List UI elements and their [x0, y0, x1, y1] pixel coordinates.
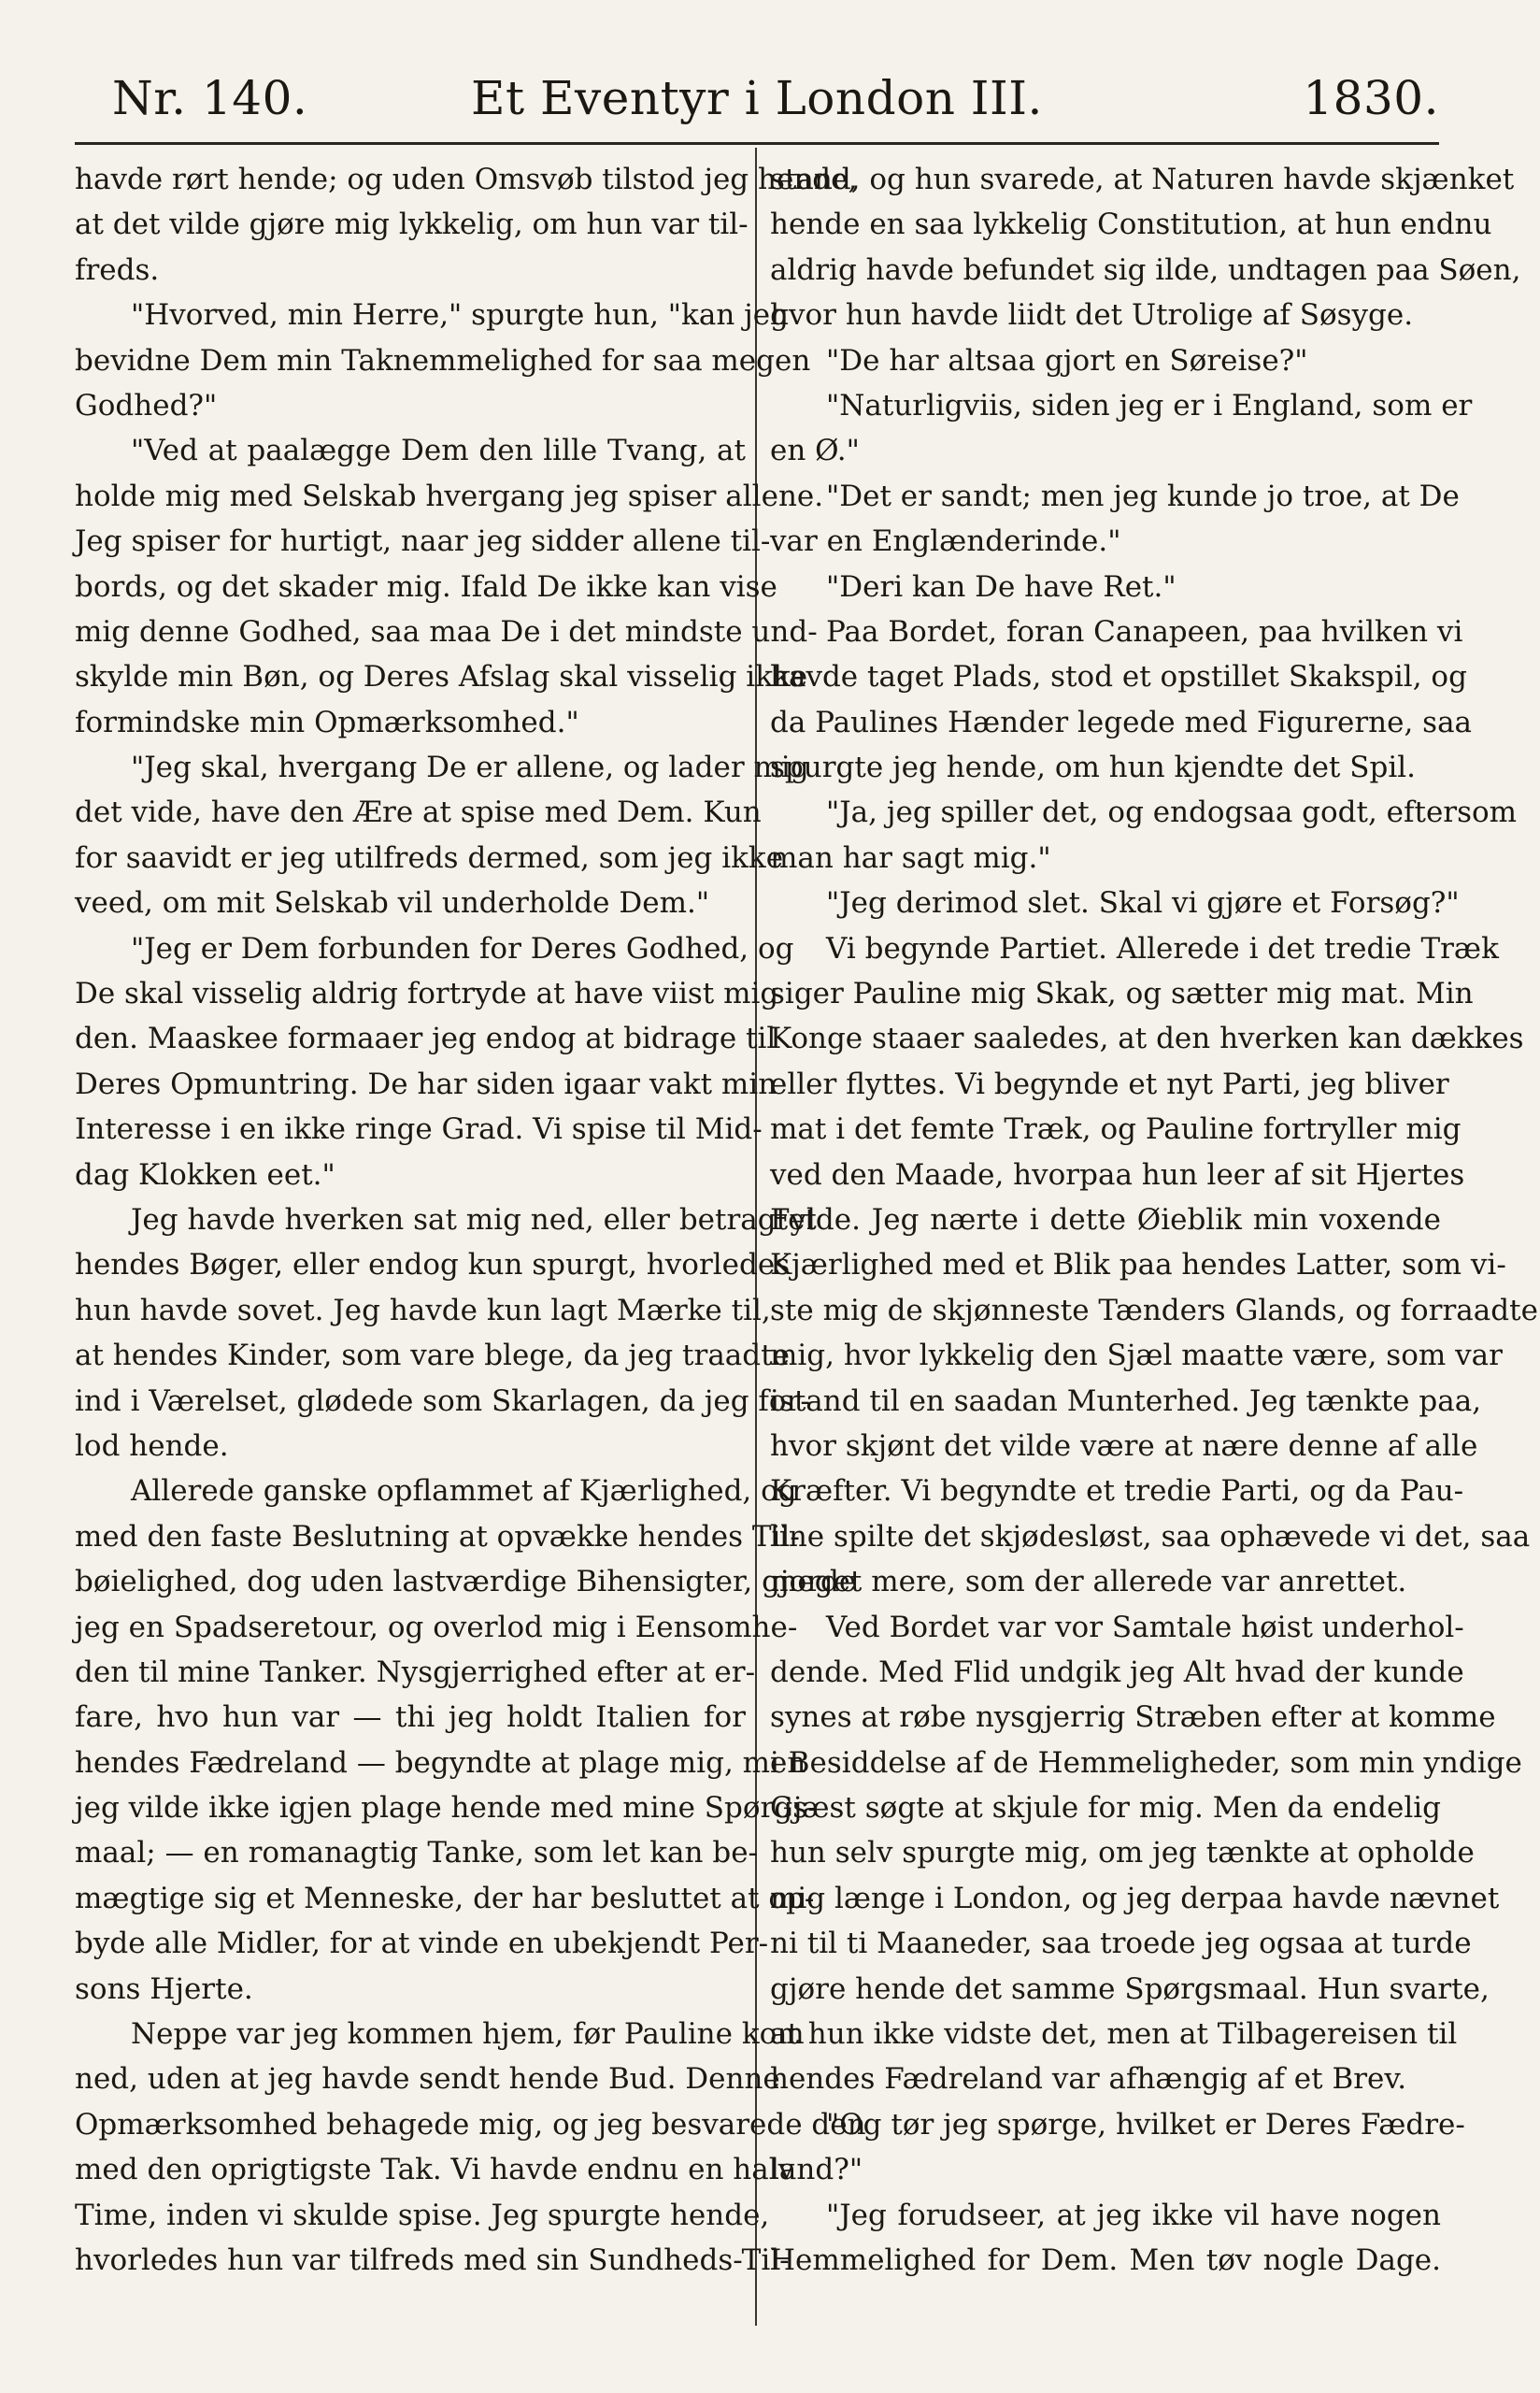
text-line: Paa Bordet, foran Canapeen, paa hvilken vi — [826, 614, 1463, 649]
text-line: "Og tør jeg spørge, hvilket er Deres Fædre- — [826, 2107, 1465, 2142]
text-line: dag Klokken eet." — [75, 1157, 335, 1192]
text-line: "Det er sandt; men jeg kunde jo troe, at De — [826, 479, 1460, 513]
text-line: Ved Bordet var vor Samtale høist underhol- — [826, 1610, 1464, 1644]
text-line: "Naturligviis, siden jeg er i England, som er — [826, 388, 1473, 423]
text-line: hvor hun havde liidt det Utrolige af Søsyge. — [770, 298, 1414, 333]
text-line: at hendes Kinder, som vare blege, da jeg traadte — [75, 1339, 790, 1373]
text-line: Godhed?" — [75, 388, 218, 423]
text-line: lod hende. — [75, 1428, 229, 1463]
text-line: Neppe var jeg kommen hjem, før Pauline kom — [131, 2017, 805, 2052]
text-line: mægtige sig et Menneske, der har besluttet at op- — [75, 1881, 815, 1915]
text-line: meget mere, som der allerede var anrettet. — [770, 1565, 1407, 1599]
text-line: da Paulines Hænder legede med Figurerne, saa — [770, 705, 1473, 739]
text-line: line spilte det skjødesløst, saa ophævede vi det, saa — [770, 1519, 1531, 1554]
text-line: Jeg havde hverken sat mig ned, eller betragtet — [131, 1202, 817, 1237]
text-line: den. Maaskee formaaer jeg endog at bidrage til — [75, 1022, 777, 1056]
text-line: ste mig de skjønneste Tænders Glands, og forraadte — [770, 1293, 1538, 1327]
text-line: med den oprigtigste Tak. Vi havde endnu en halv — [75, 2153, 795, 2187]
text-line: De skal visselig aldrig fortryde at have viist mig — [75, 977, 779, 1011]
text-line: "Hvorved, min Herre," spurgte hun, "kan jeg — [131, 298, 789, 333]
text-line: ni til ti Maaneder, saa troede jeg ogsaa at turde — [770, 1927, 1472, 1961]
text-line: gjøre hende det samme Spørgsmaal. Hun svarte, — [770, 1971, 1490, 2006]
text-line: "Ved at paalægge Dem den lille Tvang, at — [131, 434, 746, 468]
text-line: siger Pauline mig Skak, og sætter mig mat. Min — [770, 977, 1474, 1011]
text-line: veed, om mit Selskab vil underholde Dem." — [75, 886, 710, 921]
text-line: byde alle Midler, for at vinde en ubekjendt Per- — [75, 1927, 769, 1961]
text-line: med den faste Beslutning at opvække hendes Til- — [75, 1519, 800, 1554]
text-line: en Ø." — [770, 434, 860, 468]
text-line: istand til en saadan Munterhed. Jeg tænkte paa, — [770, 1383, 1482, 1418]
text-line: Hemmelighed for Dem. Men tøv nogle Dage. — [770, 2243, 1441, 2277]
text-line: Kjærlighed med et Blik paa hendes Latter, som vi- — [770, 1248, 1506, 1282]
text-line: Interesse i en ikke ringe Grad. Vi spise til Mid- — [75, 1112, 763, 1147]
text-line: i Besiddelse af de Hemmeligheder, som min yndige — [770, 1745, 1522, 1780]
text-line: det vide, have den Ære at spise med Dem. Kun — [75, 795, 762, 830]
text-line: bevidne Dem min Taknemmelighed for saa megen — [75, 343, 811, 378]
text-line: jeg vilde ikke igjen plage hende med mine Spørgs- — [75, 1791, 818, 1826]
text-line: hvor skjønt det vilde være at nære denne af alle — [770, 1428, 1478, 1463]
text-line: Gjæst søgte at skjule for mig. Men da endelig — [770, 1791, 1441, 1826]
text-line: hendes Bøger, eller endog kun spurgt, hvorledes — [75, 1248, 791, 1282]
text-line: hende en saa lykkelig Constitution, at hun endnu — [770, 208, 1492, 242]
text-line: formindske min Opmærksomhed." — [75, 705, 579, 739]
text-line: mig, hvor lykkelig den Sjæl maatte være, som var — [770, 1339, 1503, 1373]
text-line: Opmærksomhed behagede mig, og jeg besvarede den — [75, 2107, 866, 2142]
text-line: Vi begynde Partiet. Allerede i det tredie Træk — [826, 931, 1499, 966]
text-line: ved den Maade, hvorpaa hun leer af sit Hjertes — [770, 1157, 1465, 1192]
text-line: havde rørt hende; og uden Omsvøb tilstod jeg hende, — [75, 163, 858, 196]
text-line: ned, uden at jeg havde sendt hende Bud. Denne — [75, 2062, 780, 2097]
page-title: Et Eventyr i London III. — [471, 71, 1043, 125]
column-number: 1830. — [1303, 71, 1439, 125]
text-line: Fylde. Jeg nærte i dette Øieblik min voxende — [770, 1202, 1441, 1237]
text-line: man har sagt mig." — [770, 840, 1051, 875]
header-rule — [75, 142, 1439, 145]
text-line: spurgte jeg hende, om hun kjendte det Spil. — [770, 751, 1417, 785]
text-line: sons Hjerte. — [75, 1971, 253, 2006]
text-line: hendes Fædreland — begyndte at plage mig, men — [75, 1745, 806, 1780]
text-line: Kræfter. Vi begyndte et tredie Parti, og da Pau- — [770, 1474, 1464, 1509]
text-line: synes at røbe nysgjerrig Stræben efter at komme — [770, 1700, 1496, 1735]
text-line: jeg en Spadseretour, og overlod mig i Eensomhe- — [75, 1610, 798, 1644]
text-line: bords, og det skader mig. Ifald De ikke kan vise — [75, 569, 777, 604]
text-line: hvorledes hun var tilfreds med sin Sundheds-Til- — [75, 2243, 790, 2277]
text-line: for saavidt er jeg utilfreds dermed, som jeg ikke — [75, 840, 784, 875]
text-line: stand, og hun svarede, at Naturen havde skjænket — [770, 163, 1515, 196]
text-line: var en Englænderinde." — [770, 524, 1121, 559]
text-line: eller flyttes. Vi begynde et nyt Parti, jeg bliver — [770, 1067, 1449, 1101]
text-line: skylde min Bøn, og Deres Afslag skal visselig ikke — [75, 660, 808, 695]
text-line: dende. Med Flid undgik jeg Alt hvad der kunde — [770, 1655, 1464, 1689]
text-line: "Jeg skal, hvergang De er allene, og lader mig — [131, 751, 809, 785]
text-line: mat i det femte Træk, og Pauline fortryller mig — [770, 1112, 1462, 1147]
text-line: maal; — en romanagtig Tanke, som let kan be- — [75, 1836, 759, 1870]
text-line: hun selv spurgte mig, om jeg tænkte at opholde — [770, 1836, 1475, 1870]
text-line: den til mine Tanker. Nysgjerrighed efter at er- — [75, 1655, 756, 1689]
text-line: havde taget Plads, stod et opstillet Skakspil, og — [770, 660, 1467, 695]
text-line: Jeg spiser for hurtigt, naar jeg sidder allene til- — [75, 524, 771, 559]
right-column — [770, 157, 1538, 2335]
page-header — [75, 65, 1439, 140]
text-line: "Jeg forudseer, at jeg ikke vil have nogen — [826, 2198, 1441, 2232]
text-line: mig længe i London, og jeg derpaa havde nævnet — [770, 1881, 1500, 1915]
text-line: land?" — [770, 2153, 863, 2187]
text-line: freds. — [75, 252, 160, 287]
text-line: at det vilde gjøre mig lykkelig, om hun var til- — [75, 208, 749, 242]
text-line: Time, inden vi skulde spise. Jeg spurgte hende, — [75, 2198, 770, 2232]
text-line: mig denne Godhed, saa maa De i det mindste und- — [75, 614, 818, 649]
text-line: "De har altsaa gjort en Søreise?" — [826, 343, 1308, 378]
text-line: aldrig havde befundet sig ilde, undtagen paa Søen, — [770, 252, 1521, 287]
text-line: ind i Værelset, glødede som Skarlagen, da jeg for- — [75, 1383, 810, 1418]
text-line: Konge staaer saaledes, at den hverken kan dækkes — [770, 1022, 1524, 1056]
text-line: "Deri kan De have Ret." — [826, 569, 1176, 604]
issue-number: Nr. 140. — [112, 71, 308, 125]
text-line: fare, hvo hun var — thi jeg holdt Italien for — [75, 1700, 746, 1735]
text-line: "Jeg derimod slet. Skal vi gjøre et Forsøg?" — [826, 886, 1460, 921]
text-line: Allerede ganske opflammet af Kjærlighed, og — [131, 1474, 797, 1509]
text-line: "Ja, jeg spiller det, og endogsaa godt, eftersom — [826, 795, 1518, 830]
text-line: at hun ikke vidste det, men at Tilbagereisen til — [770, 2017, 1458, 2052]
text-line: hun havde sovet. Jeg havde kun lagt Mærke til, — [75, 1293, 771, 1327]
text-line: bøielighed, dog uden lastværdige Bihensigter, gjorde — [75, 1565, 857, 1599]
text-line: "Jeg er Dem forbunden for Deres Godhed, og — [131, 931, 794, 966]
text-line: hendes Fædreland var afhængig af et Brev. — [770, 2062, 1407, 2097]
text-line: holde mig med Selskab hvergang jeg spiser allene. — [75, 479, 824, 513]
text-line: Deres Opmuntring. De har siden igaar vakt min — [75, 1067, 777, 1101]
